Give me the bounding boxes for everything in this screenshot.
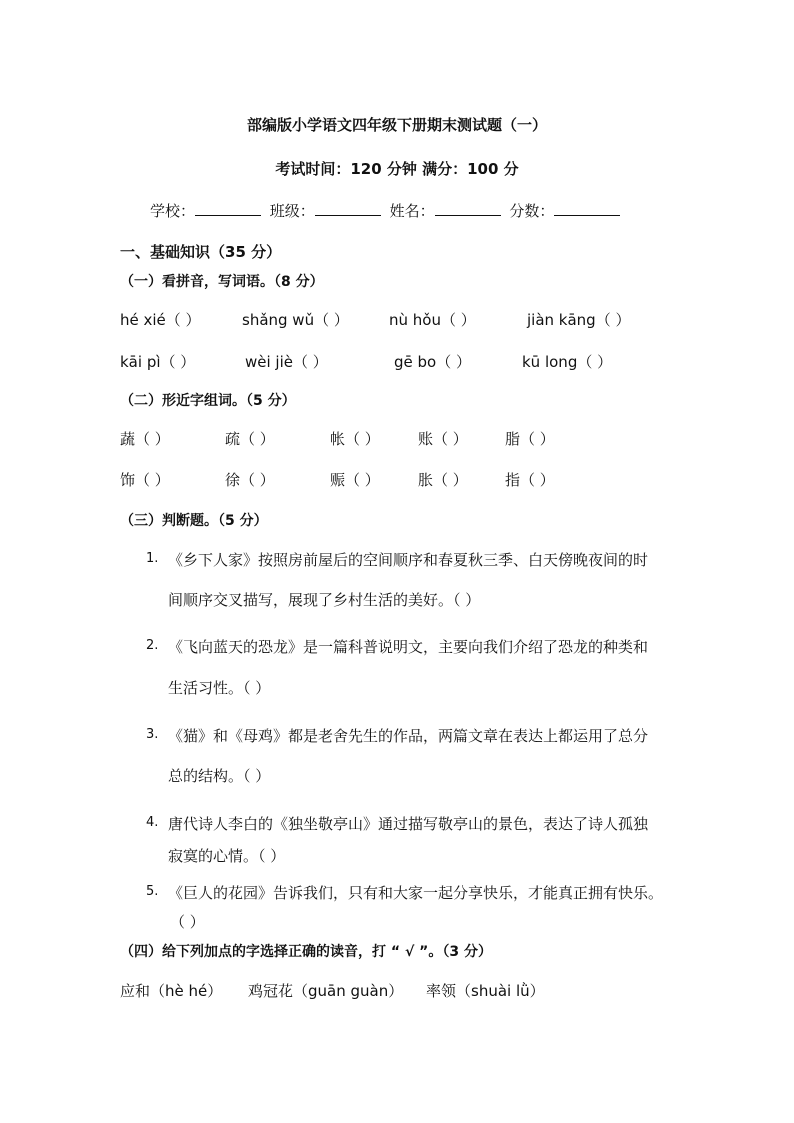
part4-heading: （四）给下列加点的字选择正确的读音，打 “ √ ”。（3 分） (120, 944, 492, 960)
page-title: 部编版小学语文四年级下册期末测试题（一） (246, 116, 547, 134)
char-item: 帐（ ） (330, 430, 380, 448)
question-line: （ ） (170, 913, 205, 931)
part1-heading: （一）看拼音，写词语。（8 分） (120, 274, 324, 290)
pinyin-item: gē bo（ ） (394, 353, 471, 371)
item-number: 3. (146, 727, 159, 742)
pinyin-item: hé xié（ ） (120, 311, 201, 329)
part2-heading: （二）形近字组词。（5 分） (120, 393, 296, 409)
char-item: 脂（ ） (505, 430, 555, 448)
name-label: 姓名： (389, 202, 435, 220)
char-item: 蔬（ ） (120, 430, 170, 448)
question-line: 寂寞的心情。（ ） (168, 847, 286, 865)
reading-choice: 应和（hè hé） (120, 982, 223, 1000)
pinyin-item: shǎng wǔ（ ） (242, 311, 349, 329)
question-line: 《猫》和《母鸡》都是老舍先生的作品，两篇文章在表达上都运用了总分 (168, 727, 649, 745)
item-number: 1. (146, 551, 159, 566)
char-item: 饰（ ） (120, 471, 170, 489)
question-line: 唐代诗人李白的《独坐敬亭山》通过描写敬亭山的景色，表达了诗人孤独 (168, 815, 649, 833)
question-line: 《巨人的花园》告诉我们，只有和大家一起分享快乐，才能真正拥有快乐。 (168, 884, 664, 902)
question-line: 生活习性。（ ） (168, 679, 271, 697)
student-info (150, 200, 624, 221)
char-item: 账（ ） (418, 430, 468, 448)
char-item: 徐（ ） (225, 471, 275, 489)
char-item: 胀（ ） (418, 471, 468, 489)
pinyin-item: wèi jiè（ ） (245, 353, 328, 371)
reading-choice: 率领（shuài lǜ） (426, 982, 545, 1000)
name-blank[interactable] (435, 201, 501, 216)
section1-heading: 一、基础知识（35 分） (120, 243, 282, 261)
pinyin-item: kāi pì（ ） (120, 353, 196, 371)
score-blank[interactable] (554, 201, 620, 216)
reading-choice: 鸡冠花（guān guàn） (248, 982, 404, 1000)
part3-heading: （三）判断题。（5 分） (120, 513, 268, 529)
item-number: 5. (146, 884, 159, 899)
question-line: 间顺序交叉描写，展现了乡村生活的美好。（ ） (168, 591, 481, 609)
question-line: 总的结构。（ ） (168, 767, 271, 785)
exam-meta: 考试时间：120 分钟 满分：100 分 (275, 160, 519, 178)
char-item: 指（ ） (505, 471, 555, 489)
class-blank[interactable] (315, 201, 381, 216)
item-number: 2. (146, 638, 159, 653)
pinyin-item: nù hǒu（ ） (389, 311, 476, 329)
school-blank[interactable] (195, 201, 261, 216)
item-number: 4. (146, 815, 159, 830)
char-item: 疏（ ） (225, 430, 275, 448)
pinyin-item: kū long（ ） (522, 353, 613, 371)
question-line: 《飞向蓝天的恐龙》是一篇科普说明文，主要向我们介绍了恐龙的种类和 (168, 638, 649, 656)
char-item: 赈（ ） (330, 471, 380, 489)
pinyin-item: jiàn kāng（ ） (527, 311, 631, 329)
class-label: 班级： (269, 202, 315, 220)
score-label: 分数： (509, 202, 555, 220)
school-label: 学校： (150, 202, 196, 220)
question-line: 《乡下人家》按照房前屋后的空间顺序和春夏秋三季、白天傍晚夜间的时 (168, 551, 649, 569)
